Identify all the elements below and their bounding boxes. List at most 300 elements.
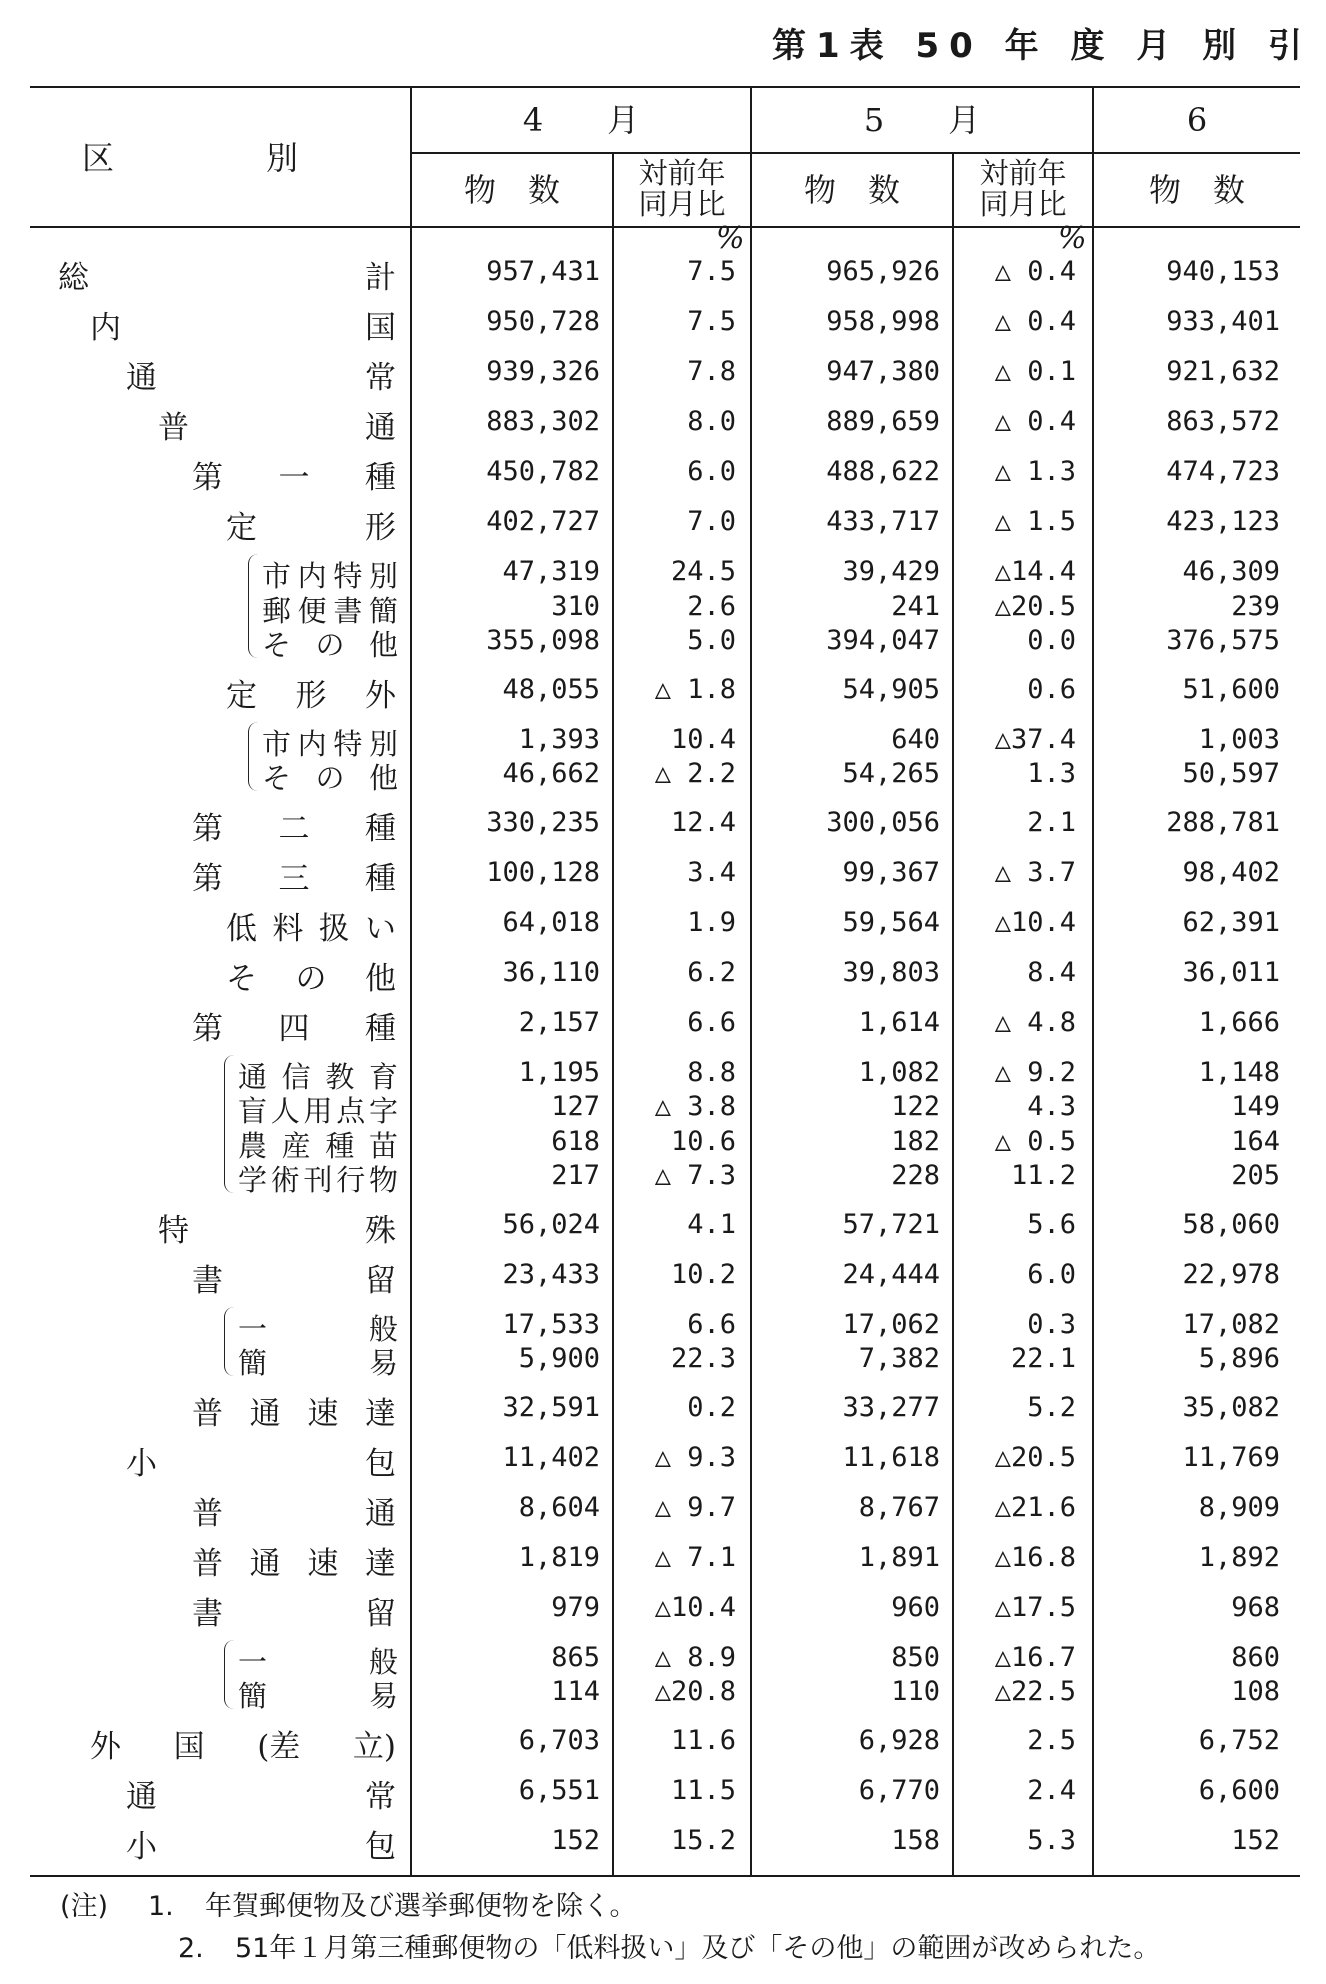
row-label [126,1821,396,1866]
note-2: 2. 51年１月第三種郵便物の「低料扱い」及び「その他」の範囲が改められた。 [178,1933,1161,1964]
cell-value: 2,157 [518,1006,600,1038]
group-brace [224,1307,237,1376]
cell-value: 640 [891,723,940,755]
row-label [192,853,396,898]
cell-value: 98,402 [1182,856,1280,888]
cell-value: 474,723 [1166,456,1280,487]
cell-value: △ 9.3 [654,1441,736,1473]
group-brace [248,722,261,791]
label-char: 立) [352,1728,396,1765]
row-label [226,670,396,715]
label-char: 殊 [365,1212,396,1249]
cell-value: 423,123 [1166,506,1280,537]
cell-value: 11.6 [670,1724,736,1756]
cell-value: 6,703 [518,1724,600,1756]
label-char: 外 [90,1728,121,1765]
cell-value: 1,393 [518,723,600,755]
label-char: 普 [192,1495,223,1532]
cell-value: 488,622 [826,456,940,487]
cell-value: 0.0 [1027,625,1076,656]
label-char: 他 [365,960,396,997]
row-label [192,1538,396,1583]
cell-value: 17,082 [1182,1308,1280,1340]
cell-value: △ 0.4 [994,306,1076,337]
cell-value: 960 [891,1591,940,1623]
percent-mark-4: % [716,221,745,256]
cell-value: 36,110 [502,956,600,988]
cell-value: 35,082 [1182,1391,1280,1423]
row-label [192,1003,396,1048]
label-char: 常 [365,1778,396,1815]
table-row [0,670,1326,720]
table-row [0,502,1326,552]
cell-value: 152 [1231,1824,1280,1856]
cell-value: △ 4.8 [994,1006,1076,1038]
label-char: (差 [257,1728,301,1765]
row-label [158,402,396,447]
label-char: 料 [272,910,304,947]
cell-value: 149 [1231,1091,1280,1122]
label-char: 形 [295,677,327,714]
row-label [192,1588,396,1633]
label-char: 形 [365,510,396,546]
cell-value: 7.5 [687,256,736,287]
cell-value: 0.6 [1027,673,1076,705]
label-char: 第 [192,860,223,897]
label-char: 普 [158,410,189,446]
row-label [192,1255,396,1300]
cell-value: 6.2 [687,956,736,988]
cell-value: 5,900 [518,1343,600,1374]
cell-value: 921,632 [1166,356,1280,387]
table-row [0,803,1326,853]
label-char: 速 [307,1395,339,1432]
cell-value: 24.5 [670,556,736,587]
label-char: 種 [365,460,396,496]
cell-value: △ 3.7 [994,856,1076,888]
table-row [0,953,1326,1003]
label-char: 四 [278,1010,310,1047]
cell-value: 47,319 [502,556,600,587]
table-row-group [0,1055,1326,1197]
cell-value: △ 8.9 [654,1641,736,1673]
cell-value: 965,926 [826,256,940,287]
label-char: 通 [126,1778,157,1815]
cell-value: 957,431 [486,256,600,287]
label-char: 包 [365,1828,396,1865]
table-row [0,402,1326,452]
cell-value: 4.3 [1027,1091,1076,1122]
table-row [0,1388,1326,1438]
label-char: の [295,960,327,997]
label-char: 計 [365,260,396,296]
cell-value: △22.5 [994,1676,1076,1707]
cell-value: 1.3 [1027,758,1076,789]
cell-value: 1,003 [1198,723,1280,755]
cell-value: 11,402 [502,1441,600,1473]
cell-value: 450,782 [486,456,600,487]
cell-value: 6,551 [518,1774,600,1806]
cell-value: 46,662 [502,758,600,789]
cell-value: 2.1 [1027,806,1076,838]
cell-value: △ 7.3 [654,1160,736,1191]
table-row [0,1488,1326,1538]
group-brace [224,1055,237,1193]
cell-value: 152 [551,1824,600,1856]
cell-value: 394,047 [826,625,940,656]
cell-value: 0.3 [1027,1308,1076,1340]
cell-value: 376,575 [1166,625,1280,656]
label-char: 種 [365,810,396,847]
cell-value: △37.4 [994,723,1076,755]
row-label [158,1205,396,1250]
cell-value: 1,614 [858,1006,940,1038]
group-brace [248,554,261,658]
table-row-group [0,554,1326,662]
cell-value: 2.4 [1027,1774,1076,1806]
note-1: (注) 1. 年賀郵便物及び選挙郵便物を除く。 [60,1886,1160,1928]
cell-value: 310 [551,590,600,622]
label-char: 定 [226,510,257,546]
cell-value: 883,302 [486,406,600,437]
table-row-group [0,1640,1326,1713]
cell-value: 11,618 [842,1441,940,1473]
cell-value: 0.2 [687,1391,736,1423]
cell-value: △14.4 [994,556,1076,587]
row-label [192,1488,396,1533]
ratio-header-5: 対前年 同月比 [979,156,1067,221]
cell-value: 7.0 [687,506,736,537]
cell-value: 22,978 [1182,1258,1280,1290]
cell-value: 39,429 [842,556,940,587]
label-char: 速 [307,1545,339,1582]
cell-value: 1,666 [1198,1006,1280,1038]
cell-value: 11,769 [1182,1441,1280,1473]
row-header-label: 区 別 [81,139,358,177]
cell-value: 433,717 [826,506,940,537]
cell-value: 182 [891,1125,940,1157]
count-header-4: 物 数 [463,171,560,209]
cell-value: 7.5 [687,306,736,337]
cell-value: 6.6 [687,1006,736,1038]
group-label: 簡易 [238,1346,398,1380]
label-char: 扱 [318,910,350,947]
cell-value: 12.4 [670,806,736,838]
group-label: その他 [262,761,398,795]
label-char: 包 [365,1445,396,1482]
table-row [0,1821,1326,1871]
cell-value: 1,892 [1198,1541,1280,1573]
group-brace [224,1640,237,1709]
table-notes [60,1886,1160,1970]
cell-value: 979 [551,1591,600,1623]
cell-value: △ 9.2 [994,1056,1076,1088]
cell-value: 1,148 [1198,1056,1280,1088]
cell-value: 228 [891,1160,940,1191]
group-label: 市内特別 [262,726,398,761]
cell-value: 7,382 [858,1343,940,1374]
cell-value: △20.8 [654,1676,736,1707]
cell-value: △16.8 [994,1541,1076,1573]
label-char: 小 [126,1445,157,1482]
cell-value: 32,591 [502,1391,600,1423]
cell-value: △ 1.3 [994,456,1076,487]
table-row [0,903,1326,953]
label-char: 通 [365,410,396,446]
cell-value: 958,998 [826,306,940,337]
cell-value: 8.8 [687,1056,736,1088]
cell-value: 940,153 [1166,256,1280,287]
group-label: 学術刊行物 [238,1163,398,1197]
group-label: 郵便書簡 [262,593,398,628]
cell-value: 17,533 [502,1308,600,1340]
cell-value: 1,819 [518,1541,600,1573]
label-char: 第 [192,1010,223,1047]
label-char: 書 [192,1595,223,1632]
cell-value: 8,604 [518,1491,600,1523]
cell-value: 58,060 [1182,1208,1280,1240]
table-row [0,252,1326,302]
cell-value: 110 [891,1676,940,1707]
label-char: 小 [126,1828,157,1865]
cell-value: 850 [891,1641,940,1673]
cell-value: 933,401 [1166,306,1280,337]
cell-value: 8,909 [1198,1491,1280,1523]
cell-value: 5.3 [1027,1824,1076,1856]
cell-value: 241 [891,590,940,622]
cell-value: 8.0 [687,406,736,437]
cell-value: 863,572 [1166,406,1280,437]
cell-value: △ 1.8 [654,673,736,705]
row-label [226,953,396,998]
label-char: 特 [158,1212,189,1249]
row-label [126,352,396,397]
cell-value: 51,600 [1182,673,1280,705]
cell-value: 6,752 [1198,1724,1280,1756]
cell-value: △20.5 [994,1441,1076,1473]
cell-value: 10.6 [670,1125,736,1157]
table-row [0,1255,1326,1305]
cell-value: 7.8 [687,356,736,387]
cell-value: 2.5 [1027,1724,1076,1756]
cell-value: 10.2 [670,1258,736,1290]
label-char: 通 [249,1395,281,1432]
month-header-4: 4 月 [522,101,640,139]
label-char: 普 [192,1545,223,1582]
cell-value: △ 0.4 [994,406,1076,437]
cell-value: △ 0.5 [994,1125,1076,1157]
label-char: 普 [192,1395,223,1432]
table-row [0,452,1326,502]
cell-value: △ 1.5 [994,506,1076,537]
table-row-group [0,1307,1326,1380]
row-label [192,803,396,848]
row-label [90,1721,396,1766]
cell-value: 56,024 [502,1208,600,1240]
note-mark: (注) [60,1891,109,1922]
label-char: 通 [365,1495,396,1532]
label-char: 内 [90,310,121,346]
cell-value: 164 [1231,1125,1280,1157]
cell-value: 10.4 [670,723,736,755]
label-char: 定 [226,677,257,714]
row-label [126,1438,396,1483]
row-label [226,502,396,547]
label-char: 種 [365,1010,396,1047]
row-label [226,903,396,948]
cell-value: 54,905 [842,673,940,705]
cell-value: 3.4 [687,856,736,888]
label-char: そ [226,960,257,997]
label-char: 二 [278,810,310,847]
table-row [0,1538,1326,1588]
cell-value: 46,309 [1182,556,1280,587]
cell-value: 217 [551,1160,600,1191]
cell-value: △10.4 [994,906,1076,938]
table-row [0,352,1326,402]
table-row [0,1438,1326,1488]
label-char: 通 [126,360,157,396]
cell-value: 100,128 [486,856,600,888]
table-row [0,302,1326,352]
group-label: 盲人用点字 [238,1094,398,1128]
group-label: 農産種苗 [238,1128,398,1163]
ratio-header-4: 対前年 同月比 [638,156,726,221]
cell-value: 8,767 [858,1491,940,1523]
cell-value: 5,896 [1198,1343,1280,1374]
table-row [0,1588,1326,1638]
cell-value: 1,082 [858,1056,940,1088]
cell-value: 355,098 [486,625,600,656]
cell-value: 1,195 [518,1056,600,1088]
cell-value: 300,056 [826,806,940,838]
label-char: 国 [173,1728,205,1765]
cell-value: 205 [1231,1160,1280,1191]
cell-value: 23,433 [502,1258,600,1290]
cell-value: 6,770 [858,1774,940,1806]
label-char: 低 [226,910,257,947]
cell-value: 6.0 [1027,1258,1076,1290]
cell-value: 33,277 [842,1391,940,1423]
cell-value: 24,444 [842,1258,940,1290]
cell-value: △ 9.7 [654,1491,736,1523]
group-label: 一般 [238,1644,398,1679]
cell-value: 64,018 [502,906,600,938]
cell-value: 4.1 [687,1208,736,1240]
month-header-6: 6 [1186,101,1208,139]
cell-value: 6,600 [1198,1774,1280,1806]
cell-value: △10.4 [654,1591,736,1623]
cell-value: 6.0 [687,456,736,487]
label-char: 達 [364,1395,396,1432]
cell-value: 1.9 [687,906,736,938]
cell-value: △ 0.4 [994,256,1076,287]
cell-value: 618 [551,1125,600,1157]
label-char: 国 [365,310,396,346]
cell-value: 402,727 [486,506,600,537]
cell-value: △ 0.1 [994,356,1076,387]
table-row [0,1721,1326,1771]
table-row-group [0,722,1326,795]
cell-value: 950,728 [486,306,600,337]
table-title: 第1表 50 年 度 月 別 引 [772,26,1312,66]
label-char: 総 [58,260,89,296]
cell-value: △ 2.2 [654,758,736,789]
table-row [0,1771,1326,1821]
cell-value: 59,564 [842,906,940,938]
label-char: 留 [365,1595,396,1632]
row-label [192,1388,396,1433]
group-label: 簡易 [238,1679,398,1713]
table-row [0,1205,1326,1255]
percent-mark-5: % [1058,221,1087,256]
cell-value: 54,265 [842,758,940,789]
cell-value: 939,326 [486,356,600,387]
label-char: 達 [364,1545,396,1582]
cell-value: △ 3.8 [654,1091,736,1122]
cell-value: 57,721 [842,1208,940,1240]
row-label [58,252,396,297]
cell-value: △21.6 [994,1491,1076,1523]
cell-value: 860 [1231,1641,1280,1673]
group-label: 市内特別 [262,559,398,593]
cell-value: 48,055 [502,673,600,705]
cell-value: 889,659 [826,406,940,437]
cell-value: 50,597 [1182,758,1280,789]
cell-value: △17.5 [994,1591,1076,1623]
row-label [126,1771,396,1816]
cell-value: △20.5 [994,590,1076,622]
cell-value: 865 [551,1641,600,1673]
label-char: 種 [365,860,396,897]
label-char: 第 [192,460,223,496]
cell-value: △16.7 [994,1641,1076,1673]
cell-value: 947,380 [826,356,940,387]
cell-value: 62,391 [1182,906,1280,938]
cell-value: 15.2 [670,1824,736,1856]
row-label [192,452,396,497]
table-row [0,853,1326,903]
cell-value: 1,891 [858,1541,940,1573]
month-header-5: 5 月 [863,101,981,139]
cell-value: 22.3 [670,1343,736,1374]
group-label: 一般 [238,1311,398,1346]
cell-value: 2.6 [687,590,736,622]
cell-value: 6,928 [858,1724,940,1756]
row-label [90,302,396,347]
cell-value: 239 [1231,590,1280,622]
label-char: 書 [192,1262,223,1299]
label-char: 通 [249,1545,281,1582]
label-char: 常 [365,360,396,396]
cell-value: 39,803 [842,956,940,988]
cell-value: 11.5 [670,1774,736,1806]
cell-value: 968 [1231,1591,1280,1623]
cell-value: 108 [1231,1676,1280,1707]
label-char: 第 [192,810,223,847]
cell-value: 17,062 [842,1308,940,1340]
cell-value: 330,235 [486,806,600,838]
count-header-5: 物 数 [803,171,900,209]
count-header-6: 物 数 [1148,171,1245,209]
table-row [0,1003,1326,1053]
cell-value: 99,367 [842,856,940,888]
label-char: 三 [278,860,310,897]
label-char: い [364,910,396,947]
cell-value: 114 [551,1676,600,1707]
cell-value: 8.4 [1027,956,1076,988]
cell-value: △ 7.1 [654,1541,736,1573]
